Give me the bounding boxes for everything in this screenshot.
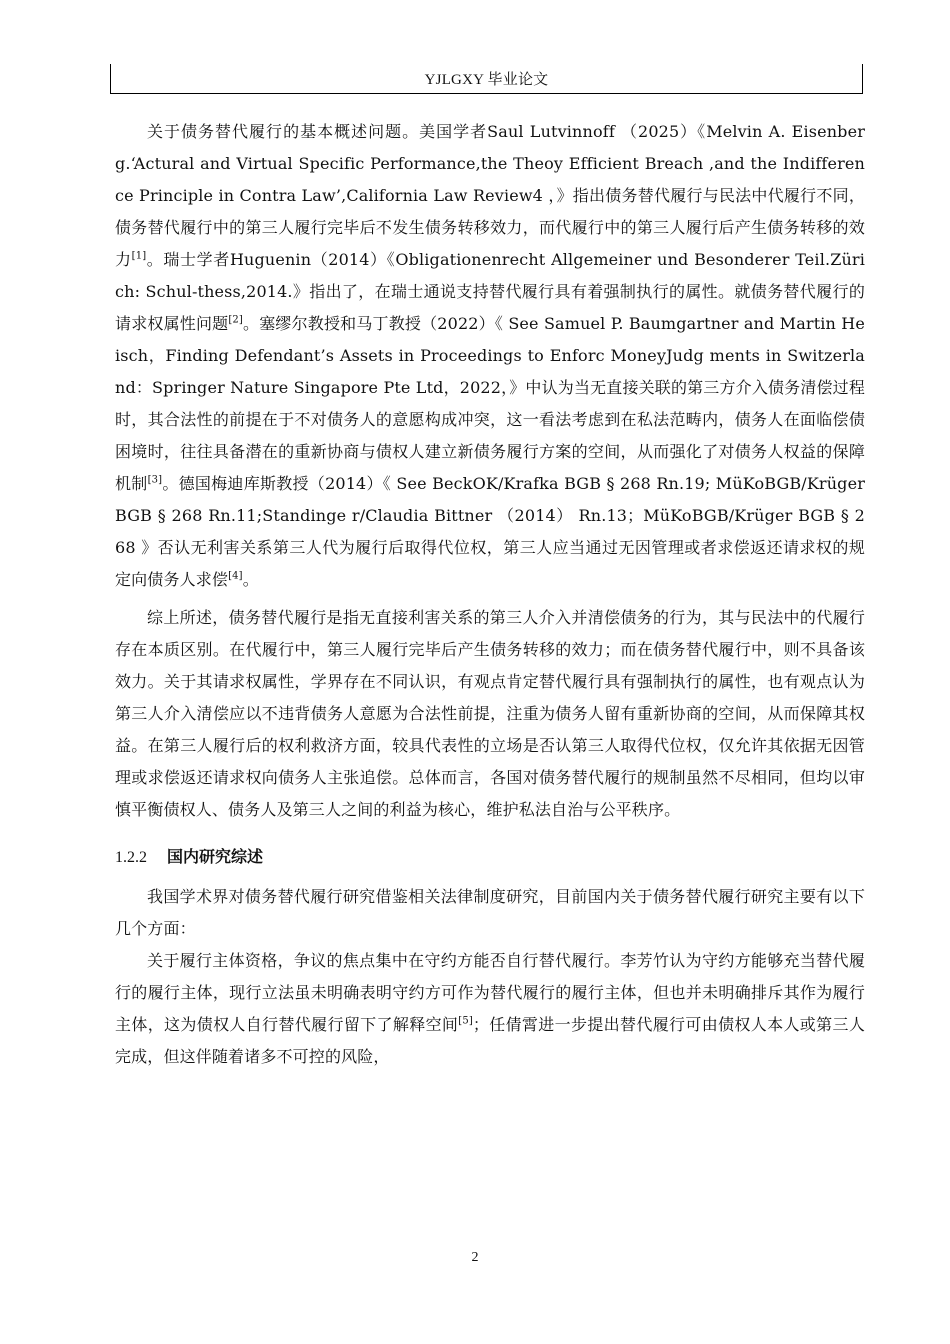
header-rule bbox=[110, 93, 863, 94]
paragraph-summary: 综上所述，债务替代履行是指无直接利害关系的第三人介入并清偿债务的行为，其与民法中的代履行存在本质区别。在代履行中，第三人履行完毕后产生债务转移的效力；而在债务替代履行中，则不具备该效力。关于其请求权属性，学界存在不同认识，有观点肯定替代履行具有强制执行的属性，也有观点认为第三人介入清偿应以不违背债务人意愿为合法性前提，注重为债务人留有重新协商的空间，从而保障其权益。在第三人履行后的权利救济方面，较具代表性的立场是否认第三人取得代位权，仅允许其依据无因管理或求偿返还请求权向债务人主张追偿。总体而言，各国对债务替代履行的规制虽然不尽相同，但均以审慎平衡债权人、债务人及第三人之间的利益为核心，维护私法自治与公平秩序。 bbox=[115, 608, 865, 819]
paragraph-text: 。 bbox=[242, 570, 259, 589]
citation-4: [4] bbox=[228, 570, 243, 582]
section-number: 1.2.2 bbox=[115, 849, 147, 866]
paragraph-performance-subject bbox=[115, 945, 865, 1073]
paragraph-text: 。塞缪尔教授和马丁教授（2022）《 See Samuel P. Baumgartner and Martin Heisch，Finding Defendant’s Assets in Proceedings to Enforc MoneyJudg ments in Switzerland：Springer Nature Singapore Pte Ltd，2022，》中认为当无直接关联的第三方介入债务清偿过程时，其合法性的前提在于不对债务人的意愿构成冲突，这一看法考虑到在私法范畴内，债务人在面临偿债困境时，往往具备潜在的重新协商与债权人建立新债务履行方案的空间，从而强化了对债务人权益的保障机制 bbox=[115, 314, 865, 493]
page-number: 2 bbox=[471, 1250, 479, 1265]
section-title: 国内研究综述 bbox=[167, 847, 264, 866]
section-heading bbox=[115, 844, 865, 871]
citation-2: [2] bbox=[228, 314, 243, 326]
paragraph-foreign-research bbox=[115, 116, 865, 596]
paragraph-text: 。瑞士学者Huguenin（2014）《Obligationenrecht Allgemeiner und Besonderer Teil.Zürich: Schul-thess,2014.》指出了，在瑞士通说支持替代履行具有着强制执行的属性。就债务替代履行的请求权属性问题 bbox=[115, 250, 865, 333]
citation-5: [5] bbox=[458, 1015, 473, 1027]
citation-1: [1] bbox=[131, 250, 147, 262]
paragraph-text: 关于债务替代履行的基本概述问题。美国学者Saul Lutvinnoff （2025）《Melvin A. Eisenberg.‘Actural and Virtual Specific Performance,the Theoy Efficient Breach ,and the Indifference Principle in Contra Law’,California Law Review4 ，》指出债务替代履行与民法中代履行不同，债务替代履行中的第三人履行完毕后不发生债务转移效力，而代履行中的第三人履行后产生债务转移的效力 bbox=[115, 122, 865, 269]
paragraph-text: ；任倩霄进一步提出替代履行可由债权人本人或第三人完成，但这伴随着诸多不可控的风险， bbox=[115, 1015, 865, 1066]
citation-3: [3] bbox=[147, 474, 163, 486]
paragraph-domestic-intro: 我国学术界对债务替代履行研究借鉴相关法律制度研究，目前国内关于债务替代履行研究主要有以下几个方面： bbox=[115, 887, 865, 938]
running-header: YJLGXY 毕业论文 bbox=[424, 72, 549, 88]
paragraph-text: 关于履行主体资格，争议的焦点集中在守约方能否自行替代履行。李芳竹认为守约方能够充当替代履行的履行主体，现行立法虽未明确表明守约方可作为替代履行的履行主体，但也并未明确排斥其作为履行主体，这为债权人自行替代履行留下了解释空间 bbox=[115, 951, 865, 1034]
body-text bbox=[115, 116, 865, 1073]
paragraph-text: 。德国梅迪库斯教授（2014）《 See BeckOK/Krafka BGB § 268 Rn.19; MüKoBGB/Krüger BGB § 268 Rn.11;Standinge r/Claudia Bittner （2014） Rn.13；MüKoBGB/Krüger BGB § 268 》否认无利害关系第三人代为履行后取得代位权，第三人应当通过无因管理或者求偿返还请求权的规定向债务人求偿 bbox=[115, 474, 865, 589]
